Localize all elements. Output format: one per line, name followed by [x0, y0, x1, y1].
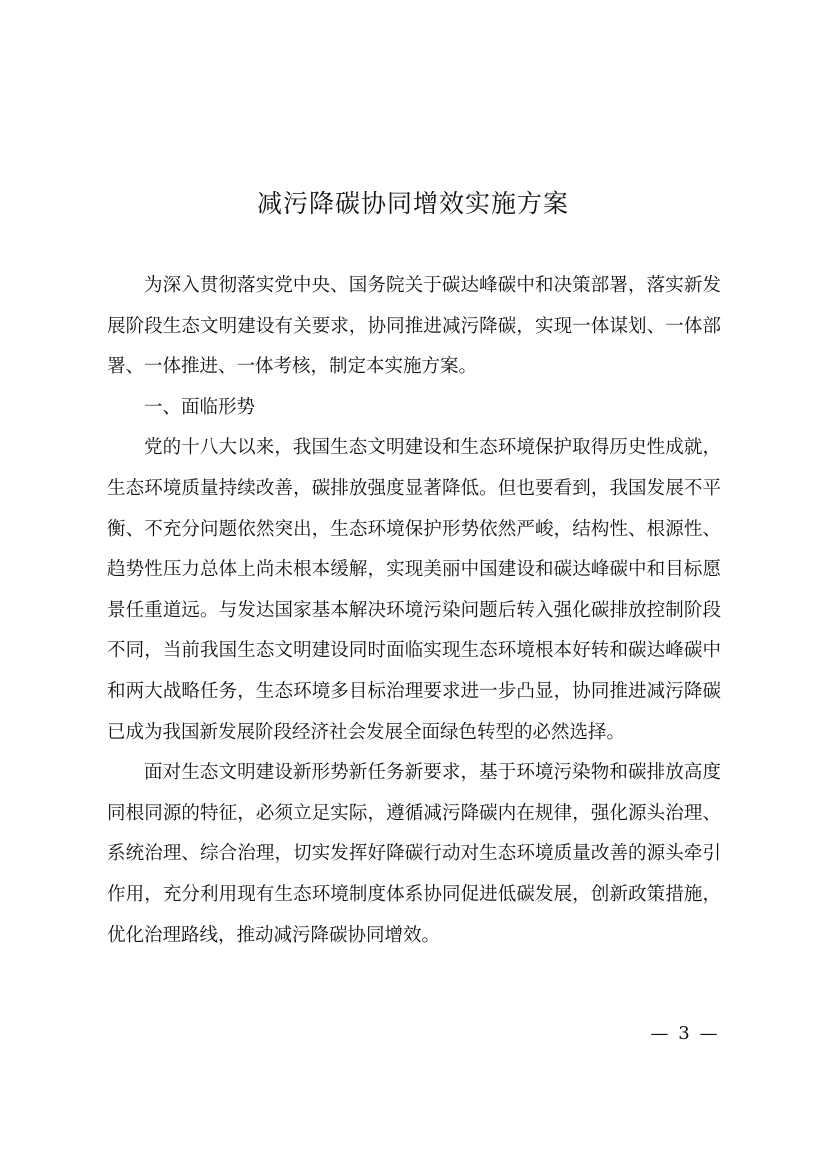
- body-paragraph: 面对生态文明建设新形势新任务新要求，基于环境污染物和碳排放高度同根同源的特征，必须立足实际，遵循减污降碳内在规律，强化源头治理、系统治理、综合治理，切实发挥好降碳行动对生态环境质量改善的源头牵引作用，充分利用现有生态环境制度体系协同促进低碳发展，创新政策措施，优化治理路线，推动减污降碳协同增效。: [107, 762, 721, 946]
- document-title: 减污降碳协同增效实施方案: [256, 189, 569, 218]
- section-heading: 一、面临形势: [144, 396, 256, 418]
- document-body: [107, 266, 721, 956]
- page-number: — 3 —: [650, 1023, 720, 1044]
- body-paragraph: 党的十八大以来，我国生态文明建设和生态环境保护取得历史性成就，生态环境质量持续改善，碳排放强度显著降低。但也要看到，我国发展不平衡、不充分问题依然突出，生态环境保护形势依然严峻，结构性、根源性、趋势性压力总体上尚未根本缓解，实现美丽中国建设和碳达峰碳中和目标愿景任重道远。与发达国家基本解决环境污染问题后转入强化碳排放控制阶段不同，当前我国生态文明建设同时面临实现生态环境根本好转和碳达峰碳中和两大战略任务，生态环境多目标治理要求进一步凸显，协同推进减污降碳已成为我国新发展阶段经济社会发展全面绿色转型的必然选择。: [107, 437, 721, 743]
- intro-paragraph: 为深入贯彻落实党中央、国务院关于碳达峰碳中和决策部署，落实新发展阶段生态文明建设有关要求，协同推进减污降碳，实现一体谋划、一体部署、一体推进、一体考核，制定本实施方案。: [107, 275, 721, 378]
